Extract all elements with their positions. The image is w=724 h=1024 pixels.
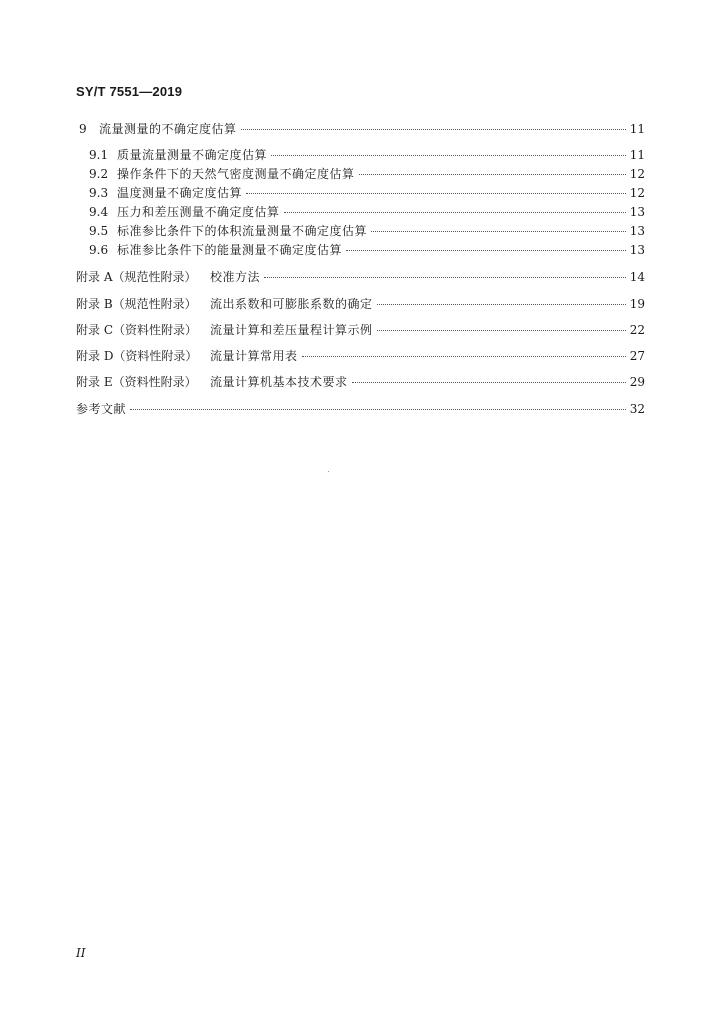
toc-entry-number: 9.6	[89, 243, 109, 257]
toc-entry-number: 附录 E（资料性附录）	[76, 375, 197, 389]
toc-entry-title: 流量计算常用表	[210, 349, 298, 363]
toc-entry-title: 流出系数和可膨胀系数的确定	[210, 297, 373, 311]
toc-entry-number: 附录 A（规范性附录）	[76, 270, 197, 284]
toc-entry-page: 12	[629, 186, 645, 200]
toc-entry-9-6[interactable]	[89, 242, 645, 258]
toc-entry-page: 32	[629, 402, 645, 416]
toc-entry-title: 温度测量不确定度估算	[117, 186, 243, 200]
toc-leader-dots	[377, 330, 626, 331]
toc-entry-appendix-a[interactable]	[76, 269, 645, 285]
toc-entry-appendix-c[interactable]	[76, 322, 645, 338]
toc-entry-page: 12	[629, 167, 645, 181]
toc-entry-number: 附录 B（规范性附录）	[76, 297, 197, 311]
toc-entry-appendix-b[interactable]	[76, 296, 645, 312]
toc-entry-number: 9.2	[89, 167, 109, 181]
toc-leader-dots	[246, 193, 626, 194]
toc-leader-dots	[264, 277, 626, 278]
toc-entry-9-1[interactable]	[89, 147, 645, 163]
toc-entry-page: 14	[629, 270, 645, 284]
toc-entry-title: 流量计算机基本技术要求	[210, 375, 348, 389]
toc-entry-9-3[interactable]	[89, 185, 645, 201]
toc-entry-page: 22	[629, 323, 645, 337]
toc-entry-references[interactable]	[76, 401, 645, 417]
toc-entry-appendix-e[interactable]	[76, 374, 645, 390]
toc-entry-title: 标准参比条件下的能量测量不确定度估算	[117, 243, 343, 257]
toc-leader-dots	[346, 250, 626, 251]
toc-leader-dots	[377, 304, 626, 305]
toc-leader-dots	[271, 155, 626, 156]
toc-entry-page: 11	[629, 122, 645, 136]
scan-speck	[328, 471, 329, 472]
toc-entry-page: 13	[629, 243, 645, 257]
page-number: II	[76, 946, 86, 960]
toc-entry-page: 13	[629, 205, 645, 219]
toc-entry-number: 9.4	[89, 205, 109, 219]
toc-leader-dots	[359, 174, 626, 175]
toc-leader-dots	[302, 356, 626, 357]
toc-entry-title: 校准方法	[210, 270, 261, 284]
toc-entry-number: 9.5	[89, 224, 109, 238]
toc-leader-dots	[371, 231, 626, 232]
toc-leader-dots	[130, 409, 626, 410]
toc-entry-number: 9	[79, 122, 87, 136]
toc-entry-number: 附录 C（资料性附录）	[76, 323, 197, 337]
toc-entry-appendix-d[interactable]	[76, 348, 645, 364]
toc-entry-page: 29	[629, 375, 645, 389]
toc-entry-9-2[interactable]	[89, 166, 645, 182]
toc-entry-page: 13	[629, 224, 645, 238]
toc-entry-title: 标准参比条件下的体积流量测量不确定度估算	[117, 224, 368, 238]
toc-entry-page: 19	[629, 297, 645, 311]
toc-entry-page: 27	[629, 349, 645, 363]
toc-entry-number: 9.3	[89, 186, 109, 200]
toc-leader-dots	[352, 382, 626, 383]
standard-code: SY/T 7551—2019	[76, 84, 183, 99]
toc-entry-title: 参考文献	[76, 402, 127, 416]
toc-entry-title: 压力和差压测量不确定度估算	[117, 205, 280, 219]
toc-entry-title: 流量测量的不确定度估算	[99, 122, 237, 136]
toc-leader-dots	[241, 129, 626, 130]
toc-entry-title: 流量计算和差压量程计算示例	[210, 323, 373, 337]
toc-entry-title: 质量流量测量不确定度估算	[117, 148, 268, 162]
toc-entry-page: 11	[629, 148, 645, 162]
toc-entry-number: 9.1	[89, 148, 109, 162]
toc-entry-9-5[interactable]	[89, 223, 645, 239]
toc-entry-title: 操作条件下的天然气密度测量不确定度估算	[117, 167, 355, 181]
toc-entry-number: 附录 D（资料性附录）	[76, 349, 198, 363]
toc-entry-9-4[interactable]	[89, 204, 645, 220]
toc-leader-dots	[284, 212, 626, 213]
toc-entry-9[interactable]	[79, 121, 645, 137]
